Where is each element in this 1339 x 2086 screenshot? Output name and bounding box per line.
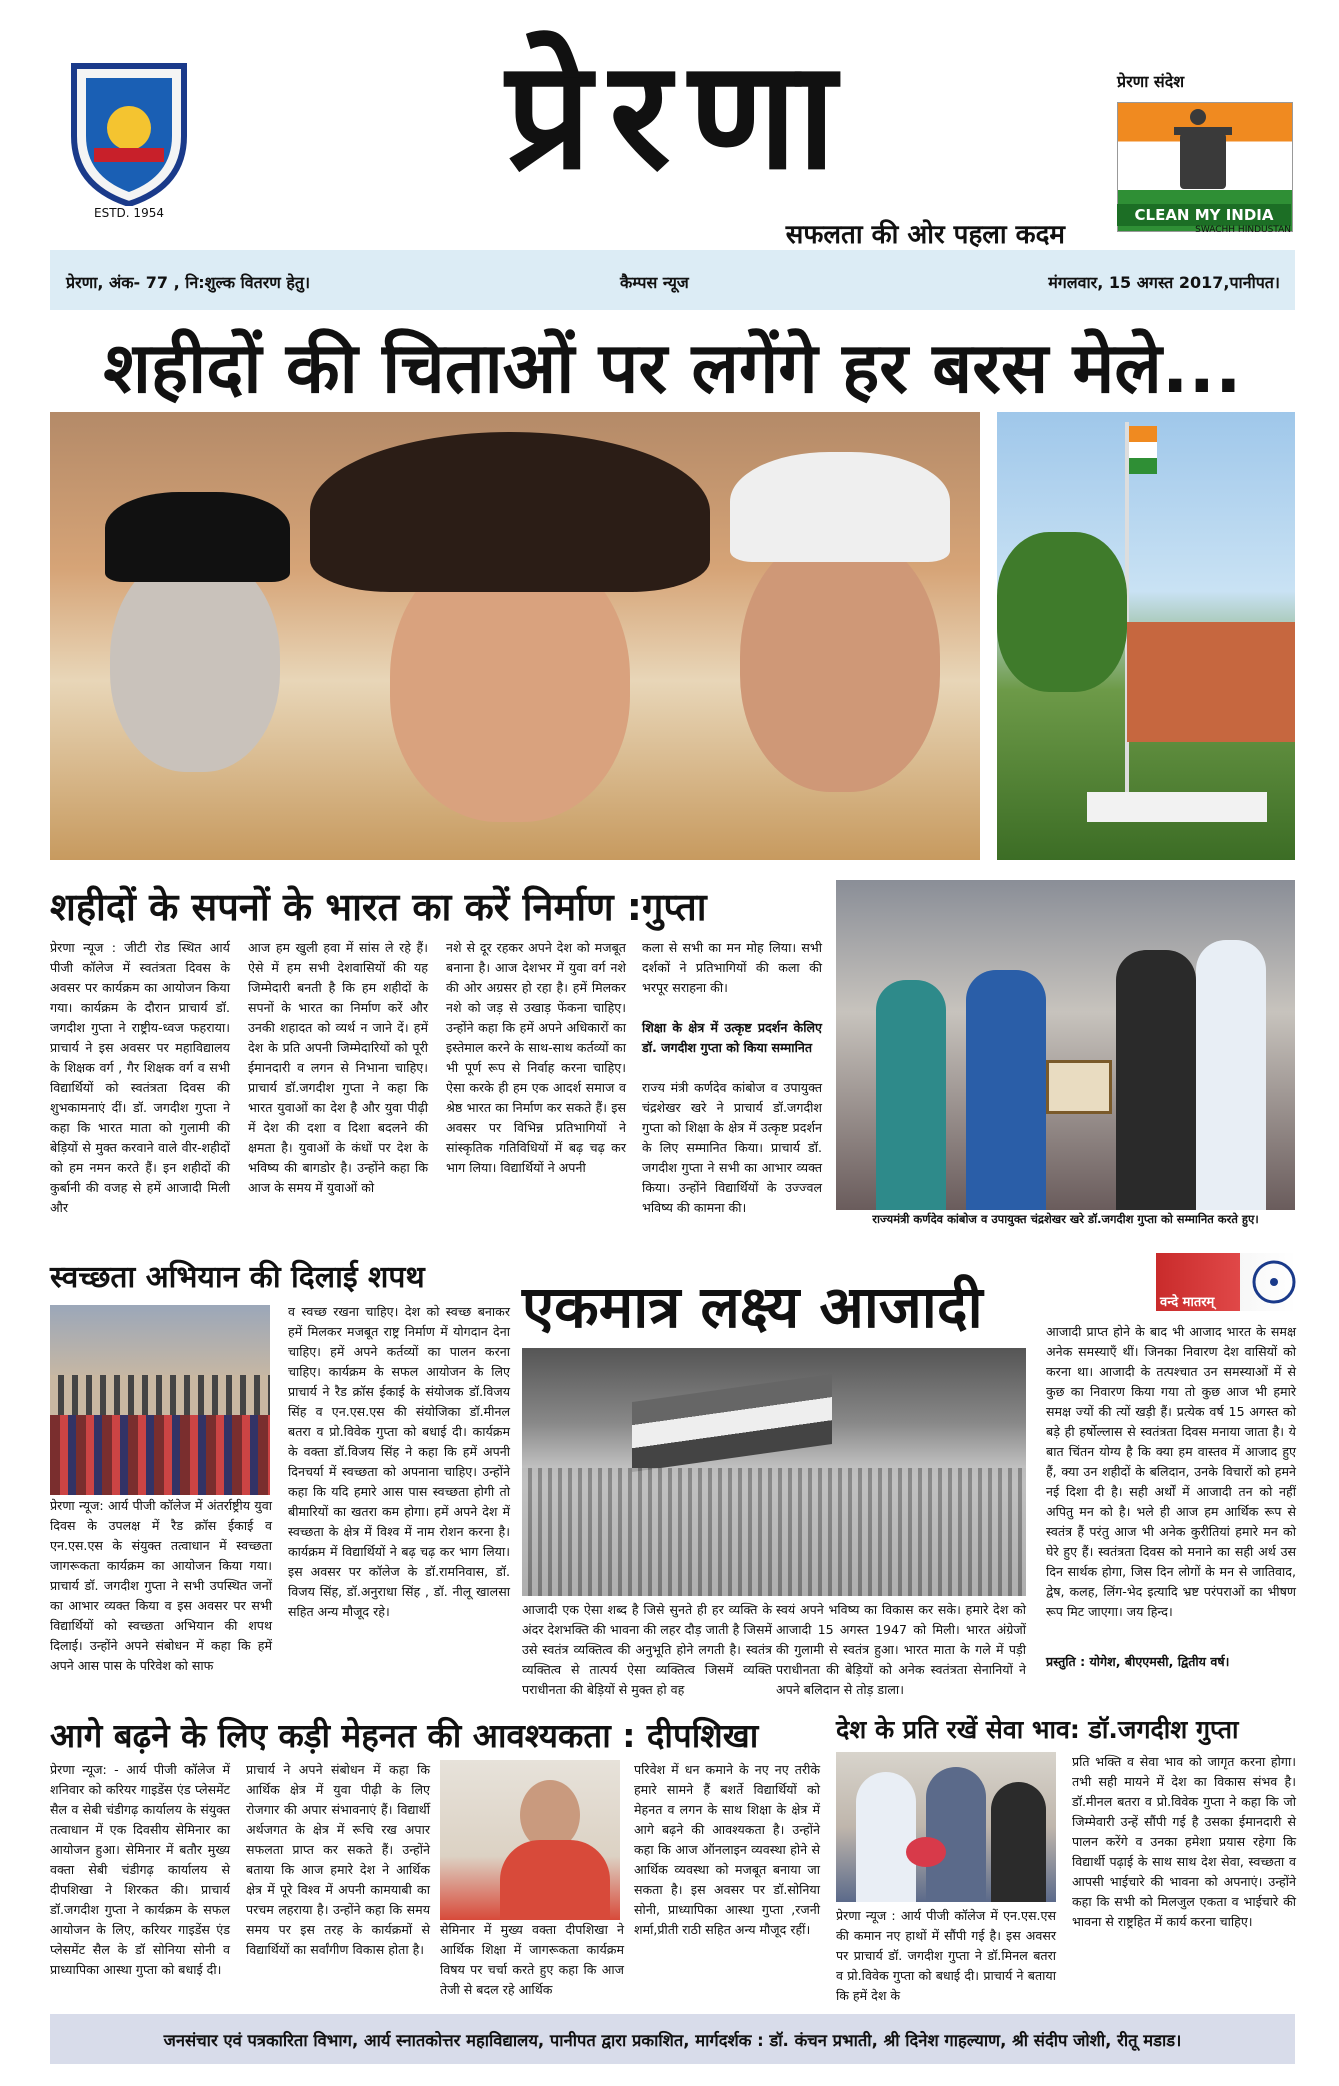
vande-mataram-text: वन्दे मातरम् <box>1160 1295 1215 1310</box>
deepshikha-article-title: आगे बढ़ने के लिए कड़ी मेहनत की आवश्यकता : दीपशिखा <box>50 1716 759 1755</box>
deepshikha-article-col2: प्राचार्य ने अपने संबोधन में कहा कि आर्थिक क्षेत्र में युवा पीढ़ी के लिए रोजगार की अपार संभावनाएं हैं। विद्यार्थी अर्थजगत के क्षेत्र में रूचि रख अपार सफलता प्राप्त कर सकते हैं। उन्होंने बताया कि आज हमारे देश ने आर्थिक क्षेत्र में पूरे विश्व में अपनी कामयाबी का परचम लहराया है। उन्होंने कहा कि समय समय पर इस तरह के कार्यक्रमों से विद्यार्थियों का सर्वांगीण विकास होता है। <box>246 1762 430 1957</box>
swachh-audience-photo <box>50 1305 270 1495</box>
issue-info: प्रेरणा, अंक- 77 , नि:शुल्क वितरण हेतु। <box>66 273 311 292</box>
issue-date: मंगलवार, 15 अगस्त 2017,पानीपत। <box>1048 273 1280 292</box>
seminar-speaker-photo <box>440 1760 620 1920</box>
lakshya-article-title: एकमात्र लक्ष्य आजादी <box>522 1273 983 1341</box>
flag-hoisting-photo <box>997 412 1295 860</box>
award-photo-caption: राज्यमंत्री कर्णदेव कांबोज व उपायुक्त चंद्रशेखर खरे डॉ.जगदीश गुप्ता को सम्मानित करते हुए। <box>872 1212 1259 1226</box>
section-name: कैम्पस न्यूज <box>620 273 689 292</box>
nss-handover-photo <box>836 1752 1056 1902</box>
gupta-article-col3: नशे से दूर रहकर अपने देश को मजबूत बनाना है। आज देशभर में युवा वर्ग नशे की ओर अग्रसर हो रहा है। हमें मिलकर नशे को जड़ से उखाड़ फेंकना चाहिए। उन्होंने कहा कि हमें अपने अधिकारों का इस्तेमाल करने के साथ-साथ कर्तव्यों का भी पूर्ण रूप से निर्वाह करना चाहिए। ऐसा करके ही हम एक आदर्श समाज व श्रेष्ठ भारत का निर्माण कर सकते हैं। इस अवसर पर विभिन्न प्रतिभागियों ने सांस्कृतिक गतिविधियों में बढ़ चढ़ कर भाग लिया। विद्यार्थियों ने अपनी <box>446 940 626 1175</box>
deepshikha-article-col3: परिवेश में धन कमाने के नए नए तरीके हमारे सामने हैं बशर्ते विद्यार्थियों को मेहनत व लगन के साथ शिक्षा के क्षेत्र में आगे बढ़ने की आवश्यकता है। उन्होंने कहा कि आज ऑनलाइन व्यवस्था होने से आर्थिक व्यवस्था को मजबूत बनाया जा सकता है। इस अवसर पर डॉ.सोनिया सोनी, प्राध्यापिका आस्था गुप्ता ,रजनी शर्मा,प्रीती राठी सहित अन्य मौजूद रहीं। <box>634 1762 820 1937</box>
clean-india-sub: SWACHH HINDUSTAN <box>1195 225 1291 235</box>
lakshya-article-col1: आजादी एक ऐसा शब्द है जिसे सुनते ही हर व्यक्ति के अंदर देशभक्ति की भावना की लहर दौड़ जाती है जिसमें उसे स्वतंत्र व्यक्तित्व की अनुभूति होने लगती है। स्वतंत्र व्यक्तित्व से तात्पर्य ऐसा व्यक्तित्व जिसमें व्यक्ति पराधीनता की बेड़ियों से मुक्त हो वह <box>522 1602 772 1697</box>
gupta-article-col1: प्रेरणा न्यूज : जीटी रोड स्थित आर्य पीजी कॉलेज में स्वतंत्रता दिवस के अवसर पर कार्यक्रम का आयोजन किया गया। कार्यक्रम के दौरान प्राचार्य डॉ. जगदीश गुप्ता ने राष्ट्रीय-ध्वज फहराया। प्राचार्य ने इस अवसर पर महाविद्यालय के शिक्षक वर्ग , गैर शिक्षक वर्ग व सभी विद्यार्थियों को स्वतंत्रता दिवस की शुभकामनाएं दीं। डॉ. जगदीश गुप्ता ने कहा कि भारत माता को गुलामी की बेड़ियों से मुक्त करवाने वाले वीर-शहीदों को हम नमन करते हैं। इन शहीदों की कुर्बानी की वजह से हमें आजादी मिली और <box>50 940 230 1215</box>
clean-india-title: CLEAN MY INDIA <box>1117 204 1291 226</box>
footer-credits: जनसंचार एवं पत्रकारिता विभाग, आर्य स्नातकोत्तर महाविद्यालय, पानीपत द्वारा प्रकाशित, मार्गदर्शक : डॉ. कंचन प्रभाती, श्री दिनेश गाहल्याण, श्री संदीप जोशी, रीतू मडाड। <box>163 2031 1182 2050</box>
gupta-article-title: शहीदों के सपनों के भारत का करें निर्माण :गुप्ता <box>50 885 707 929</box>
desh-article-col1: प्रेरणा न्यूज : आर्य पीजी कॉलेज में एन.एस.एस की कमान नए हाथों में सौंपी गई है। इस अवसर पर प्राचार्य डॉ. जगदीश गुप्ता ने डॉ.मिनल बतरा व प्रो.विवेक गुप्ता को बधाई दी। प्राचार्य ने बताया कि हमें देश के <box>836 1908 1056 2003</box>
lakshya-article-col2: स्वयं अपने भविष्य का विकास कर सके। हमारे देश को आजादी 15 अगस्त 1947 को मिली। भारत अंग्रेजों की गुलामी से स्वतंत्र हुआ। भारत माता के गले में पड़ी पराधीनता की बेड़ियों को अनेक स्वतंत्रता सेनानियों ने अपने बलिदान से तोड़ डाला। <box>776 1602 1026 1697</box>
swachh-article-col1: प्रेरणा न्यूज: आर्य पीजी कॉलेज में अंतर्राष्ट्रीय युवा दिवस के उपलक्ष में रैड क्रॉस ईकाई व एन.एस.एस के संयुक्त तत्वाधान में स्वच्छता जागरूकता कार्यक्रम का आयोजन किया गया। प्राचार्य डॉ. जगदीश गुप्ता ने सभी उपस्थित जनों का आभार व्यक्त किया व इस अवसर पर सभी विद्यार्थियों को स्वच्छता अभियान की शपथ दिलाई। उन्होंने अपने संबोधन में कहा कि हमें अपने आस पास के परिवेश को साफ <box>50 1498 272 1673</box>
masthead-title: प्रेरणा <box>505 27 854 203</box>
award-ceremony-photo <box>836 880 1295 1210</box>
swachh-article-col2: व स्वच्छ रखना चाहिए। देश को स्वच्छ बनाकर हमें मिलकर मजबूत राष्ट्र निर्माण में योगदान देना चाहिए। हमें अपने कर्तव्यों का पालन करना चाहिए। कार्यक्रम के सफल आयोजन के लिए प्राचार्य ने रैड क्रॉस ईकाई के संयोजक डॉ.विजय सिंह व एन.एस.एस की संयोजिका डॉ.मीनल बतरा व प्रो.विवेक गुप्ता को बधाई दी। कार्यक्रम के वक्ता डॉ.विजय सिंह ने कहा कि हमें अपनी दिनचर्या में स्वच्छता को अपनाना चाहिए। उन्होंने कहा कि यदि हमारे आस पास स्वच्छता होगी तो बीमारियों का खतरा कम होगा। हमें अपने देश में स्वच्छता के क्षेत्र में विश्व में नाम रोशन करना है। कार्यक्रम में विद्यार्थियों ने बढ़ चढ़ कर भाग लिया। इस अवसर पर कॉलेज के डॉ.रामनिवास, डॉ. विजय सिंह, डॉ.अनुराधा सिंह , डॉ. नीलू खालसा सहित अन्य मौजूद रहे। <box>288 1304 510 1619</box>
gupta-article-col4b: राज्य मंत्री कर्णदेव कांबोज व उपायुक्त चंद्रशेखर खरे ने प्राचार्य डॉ.जगदीश गुप्ता को शिक्षा के क्षेत्र में उत्कृष्ट प्रदर्शन के लिए सम्मानित किया। प्राचार्य डॉ. जगदीश गुप्ता ने सभी का आभार व्यक्त किया। उन्होंने विद्यार्थियों के उज्ज्वल भविष्य की कामना की। <box>642 1080 822 1215</box>
martyrs-photo <box>50 412 980 860</box>
lakshya-credit: प्रस्तुति : योगेश, बीएएमसी, द्वितीय वर्ष। <box>1046 1654 1230 1669</box>
desh-article-col2: प्रति भक्ति व सेवा भाव को जागृत करना होगा। तभी सही मायने में देश का विकास संभव है। डॉ.मीनल बतरा व प्रो.विवेक गुप्ता ने कहा कि जो जिम्मेवारी उन्हें सौंपी गई है उसका ईमानदारी से पालन करेंगे व उनका हमेशा प्रयास रहेगा कि विद्यार्थी पढ़ाई के साथ साथ देश सेवा, स्वच्छता व आपसी भाईचारे की भावना को अपनाएं। उन्होंने कहा कि सभी को मिलजुल एकता व भाईचारे की भावना से राष्ट्रहित में कार्य करना चाहिए। <box>1072 1754 1296 1929</box>
gupta-award-subhead: शिक्षा के क्षेत्र में उत्कृष्ट प्रदर्शन केलिए डॉ. जगदीश गुप्ता को किया सम्मानित <box>642 1020 822 1055</box>
deepshikha-photo-caption: सेमिनार में मुख्य वक्ता दीपशिखा ने आर्थिक शिक्षा में जागरूकता कार्यक्रम विषय पर चर्चा करते हुए कहा कि आज तेजी से बदल रहे आर्थिक <box>440 1922 624 1997</box>
lakshya-article-col3: आजादी प्राप्त होने के बाद भी आजाद भारत के समक्ष अनेक समस्याएँ थीं। जिनका निवारण देश वासियों को करना था। आजादी के तत्पश्चात उन समस्याओं में से कुछ का निवारण किया गया तो कुछ आज भी हमारे समक्ष ज्यों की त्यों खड़ी हैं। प्रत्येक वर्ष 15 अगस्त को बड़े ही हर्षोल्लास से स्वतंत्रता दिवस मनाया जाता है। ये बात चिंतन योग्य है कि क्या हम वास्तव में आजाद हुए हैं, क्या उन शहीदों के बलिदान, उनके विचारों को हमने नई दिशा दी है। सही अर्थों में आजादी तन को नहीं अपितु मन को है। भले ही आज हम आर्थिक रूप से स्वतंत्र हैं परंतु आज भी अनेक कुरीतियां हमारे मन को घेरे हुए हैं। स्वतंत्रता दिवस को मनाने का सही अर्थ उस दिन सार्थक होगा, जिस दिन लोगों के मन से जातिवाद, द्वेष, कलह, लिंग-भेद इत्यादि भ्रष्ट परंपराओं का भीषण रूप मिट जाएगा। जय हिन्द। <box>1046 1324 1296 1619</box>
parade-flag-photo <box>522 1348 1026 1596</box>
desh-article-title: देश के प्रति रखें सेवा भाव: डॉ.जगदीश गुप्ता <box>836 1715 1239 1744</box>
main-headline: शहीदों की चिताओं पर लगेंगे हर बरस मेले... <box>103 327 1242 409</box>
swachh-article-title: स्वच्छता अभियान की दिलाई शपथ <box>50 1260 425 1295</box>
logo-established: ESTD. 1954 <box>94 206 164 220</box>
deepshikha-article-col1: प्रेरणा न्यूज: - आर्य पीजी कॉलेज में शनिवार को करियर गाइडेंस एंड प्लेसमेंट सैल व सेबी चंडीगढ़ कार्यालय के संयुक्त तत्वाधान में एक दिवसीय सेमिनार का आयोजन हुआ। सेमिनार में बतौर मुख्य वक्ता सेबी चंडीगढ़ कार्यालय से दीपशिखा ने शिरकत की। प्राचार्य डॉ.जगदीश गुप्ता ने कार्यक्रम के सफल आयोजन के लिए, करियर गाइडेंस एंड प्लेसमेंट सैल के डॉ सोनिया सोनी व प्राध्यापिका आस्था गुप्ता को बधाई दी। <box>50 1762 230 1977</box>
gupta-article-col4a: कला से सभी का मन मोह लिया। सभी दर्शकों ने प्रतिभागियों की कला की भरपूर सराहना की। <box>642 940 822 995</box>
sandesh-label: प्रेरणा संदेश <box>1117 72 1185 91</box>
gupta-article-col2: आज हम खुली हवा में सांस ले रहे हैं। ऐसे में हम सभी देशवासियों की यह जिम्मेदारी बनती है कि हम शहीदों के सपनों के भारत का निर्माण करें और उनकी शहादत को व्यर्थ न जाने दें। हमें देश के प्रति अपनी जिम्मेदारियों को पूरी ईमानदारी व लगन से निभाना चाहिए। प्राचार्य डॉ.जगदीश गुप्ता ने कहा कि भारत युवाओं का देश है और युवा पीढ़ी में देश की दशा व दिशा बदलने की क्षमता है। युवाओं के कंधों पर देश के भविष्य की बागडोर है। उन्होंने कहा कि आज के समय में युवाओं को <box>248 940 428 1195</box>
masthead-tagline: सफलता की ओर पहला कदम <box>785 220 1065 250</box>
college-logo <box>64 56 194 216</box>
